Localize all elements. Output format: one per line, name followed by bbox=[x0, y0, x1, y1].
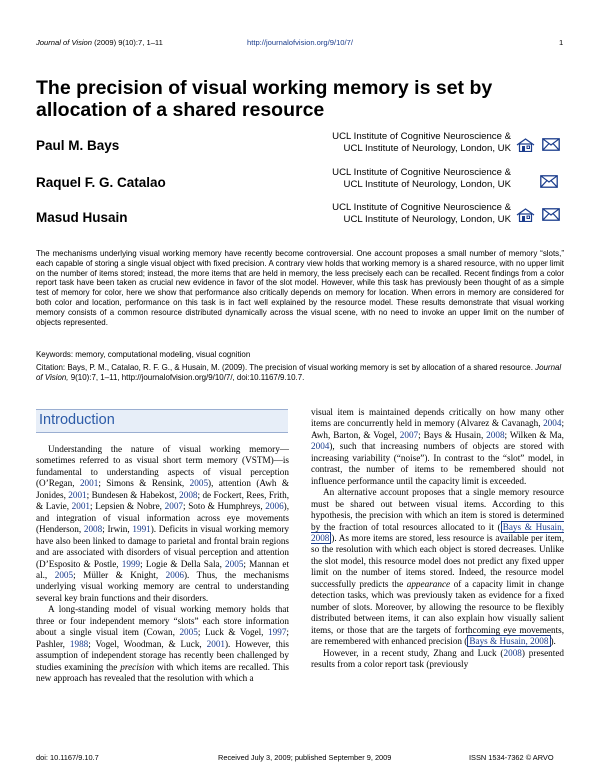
footer-received: Received July 3, 2009; published September 9, 2009 bbox=[218, 753, 392, 762]
text: Understanding the nature of visual working memory—sometimes referred to as visual short term memory (VSTM)—is fundamental to understanding aspects of visual perception (O’Regan, bbox=[36, 444, 289, 489]
paragraph bbox=[311, 407, 564, 487]
citation-link[interactable]: 2007 bbox=[164, 501, 183, 512]
abstract: The mechanisms underlying visual working memory have recently become controversial. One account proposes a small number of memory “slots,” each capable of storing a single visual object with fixed precision. A contrary view holds that working memory is a shared resource, with no upper limit on the number of items stored; instead, the more items that are held in memory, the less precisely each can be recalled. Recent findings from a color report task have been taken as crucial new evidence in favor of the slot model. However, while this task has previously been thought of as a simple test of memory for color, here we show that performance also critically depends on memory for location. When errors in memory are considered for both color and location, performance on this task is in fact well explained by the resource model. These results demonstrate that visual working memory consists of a common resource distributed dynamically across the visual scene, with no need to invoke an upper limit on the number of objects represented. bbox=[36, 249, 564, 327]
author-icons bbox=[516, 208, 563, 222]
text: ; Bundesen & Habekost, bbox=[86, 489, 180, 500]
citation-link[interactable]: 2004 bbox=[311, 441, 330, 452]
text: ). bbox=[550, 636, 556, 647]
text: ). Thus, the mechanisms underlying visual working memory are central to understanding several key brain functions and their disorders. bbox=[36, 569, 289, 603]
text: visual item is maintained depends critically on how many other items are concurrently held in memory (Alvarez & Cavanagh, bbox=[311, 407, 564, 429]
email-icon[interactable] bbox=[542, 208, 560, 226]
text: ; Vogel, Woodman, & Luck, bbox=[88, 638, 207, 649]
citation-link[interactable]: 1999 bbox=[121, 558, 141, 569]
citation-link[interactable]: 1991 bbox=[132, 524, 151, 535]
article-url-link[interactable]: http://journalofvision.org/9/10/7/ bbox=[247, 38, 353, 47]
citation-link[interactable]: 2005 bbox=[189, 478, 209, 489]
citation-link[interactable]: 2001 bbox=[68, 489, 87, 500]
footer-doi: doi: 10.1167/9.10.7 bbox=[36, 753, 99, 762]
text: of a capacity limit in change detection tasks, which was previously taken as evidence for a fixed number of slots. Moreover, by allowing the resource to be flexibly distributed between items, it can also explain how visually salient items, or those that are the targets of forthcoming eye movements, are remembered with enhanced precision ( bbox=[311, 578, 564, 647]
text: ; Müller & Knight, bbox=[73, 569, 166, 580]
citation-journal: Journal of Vision, bbox=[36, 363, 562, 382]
text: ; Mannan et al., bbox=[36, 558, 289, 580]
citation-link[interactable]: 2005 bbox=[54, 569, 74, 580]
keywords: Keywords: memory, computational modeling, visual cognition bbox=[36, 350, 251, 359]
home-icon[interactable] bbox=[516, 138, 535, 157]
text: ). As more items are stored, less resource is available per item, so the resolution with which each object is stored decreases. Unlike the slot model, this resource model does not predict any fixed upper limit on the number of items stored. Indeed, the resource model successfully predicts the bbox=[311, 532, 564, 589]
text: ; Bays & Husain, bbox=[418, 429, 487, 440]
email-icon[interactable] bbox=[542, 138, 560, 156]
home-icon[interactable] bbox=[516, 208, 535, 227]
text: A long-standing model of visual working memory holds that three or four independent memory “slots” each store information about a single visual item (Cowan, bbox=[36, 604, 289, 638]
paper-title: The precision of visual working memory is set by allocation of a shared resource bbox=[36, 77, 493, 121]
affiliation-line: UCL Institute of Neurology, London, UK bbox=[343, 179, 511, 190]
text: ; Wilken & Ma, bbox=[504, 429, 564, 440]
page-number: 1 bbox=[559, 38, 564, 47]
author-affiliation bbox=[316, 167, 511, 191]
citation-link[interactable]: 2001 bbox=[71, 501, 91, 512]
text: ; Lepsien & Nobre, bbox=[90, 501, 165, 512]
citation-link[interactable]: 2006 bbox=[165, 569, 184, 580]
email-icon[interactable] bbox=[540, 175, 558, 193]
citation-link[interactable]: 1997 bbox=[268, 627, 287, 638]
text: ; Luck & Vogel, bbox=[197, 627, 269, 638]
citation-link[interactable]: 2005 bbox=[179, 627, 198, 638]
text: ), and integration of visual information across eye movements (Henderson, bbox=[36, 501, 290, 535]
author-affiliation bbox=[316, 131, 511, 155]
citation-rest: 9(10):7, 1–11, http://journalofvision.org/9/10/7/, doi:10.1167/9.10.7. bbox=[70, 372, 305, 382]
citation-link[interactable]: 2006 bbox=[265, 501, 284, 512]
journal-header bbox=[36, 38, 163, 47]
author-name: Raquel F. G. Catalao bbox=[36, 175, 166, 190]
text: An alternative account proposes that a single memory resource must be shared out between visual items. According to this hypothesis, the precision with which an item is stored is determined by the fraction of total resources allocated to it ( bbox=[311, 487, 564, 532]
citation-link[interactable]: Bays & Husain, 2008 bbox=[469, 636, 549, 647]
section-title: Introduction bbox=[39, 412, 115, 428]
text: ; Awh, Barton, & Vogel, bbox=[311, 418, 564, 440]
affiliation-line: UCL Institute of Cognitive Neuroscience & bbox=[332, 202, 511, 213]
body-column-right bbox=[311, 407, 564, 670]
paragraph bbox=[311, 487, 564, 647]
citation-link[interactable]: 2001 bbox=[206, 638, 225, 649]
citation-prefix: Citation: Bays, P. M., Catalao, R. F. G., & Husain, M. (2009). The precision of visual working memory is set by allocation of a shared resource. bbox=[36, 363, 533, 372]
affiliation-line: UCL Institute of Neurology, London, UK bbox=[343, 143, 511, 154]
section-heading-bar bbox=[36, 409, 288, 433]
citation bbox=[36, 363, 564, 383]
citation-link[interactable]: 2001 bbox=[79, 478, 99, 489]
author-name: Masud Husain bbox=[36, 210, 128, 225]
text: ) presented results from a color report task (previously bbox=[311, 647, 565, 669]
paragraph bbox=[311, 648, 564, 671]
author-icons bbox=[540, 175, 561, 189]
body-column-left bbox=[36, 444, 289, 685]
citation-link[interactable]: 2008 bbox=[503, 647, 522, 658]
text: ). However, this assumption of independent storage has recently been challenged by studies examining the bbox=[36, 638, 290, 672]
emphasis: precision bbox=[120, 661, 155, 672]
text: ; Logie & Della Sala, bbox=[140, 558, 226, 569]
emphasis: appearance bbox=[406, 578, 451, 589]
text: ; Pashler, bbox=[36, 627, 289, 649]
citation-link[interactable]: 2008 bbox=[179, 489, 198, 500]
journal-volume: (2009) 9(10):7, 1–11 bbox=[94, 38, 163, 47]
citation-link[interactable]: 2008 bbox=[83, 524, 103, 535]
citation-link[interactable]: 2005 bbox=[225, 558, 244, 569]
text: However, in a recent study, Zhang and Luck ( bbox=[323, 647, 504, 658]
text: ; Soto & Humphreys, bbox=[183, 501, 266, 512]
author-affiliation bbox=[316, 202, 511, 226]
affiliation-line: UCL Institute of Cognitive Neuroscience & bbox=[332, 131, 511, 142]
citation-link[interactable]: 2008 bbox=[486, 429, 505, 440]
affiliation-line: UCL Institute of Cognitive Neuroscience & bbox=[332, 167, 511, 178]
citation-link[interactable]: Bays & Husain, 2008 bbox=[311, 521, 564, 543]
author-name: Paul M. Bays bbox=[36, 138, 120, 153]
citation-link[interactable]: 1988 bbox=[69, 638, 89, 649]
paragraph bbox=[36, 444, 289, 604]
footer-issn: ISSN 1534-7362 © ARVO bbox=[469, 753, 554, 762]
text: ; de Fockert, Rees, Frith, & Lavie, bbox=[36, 489, 289, 512]
text: ; Simons & Rensink, bbox=[98, 478, 190, 489]
journal-name: Journal of Vision bbox=[36, 38, 93, 47]
text: ; Irwin, bbox=[102, 524, 133, 535]
citation-link[interactable]: 2004 bbox=[543, 418, 562, 429]
text: ), such that increasing numbers of objects are stored with increasing variability (“noise”). In contrast to the “slot” model, in contrast, the number of items to be remembered should not influence performance until the capacity limit is exceeded. bbox=[311, 441, 564, 486]
text: with which items are recalled. This new approach has revealed that the resolution with which a bbox=[36, 661, 289, 684]
text: ). Deficits in visual working memory have also been linked to damage to parietal and frontal brain regions and are associated with disorders of visual perception and attention (D’Esposito & Postle, bbox=[36, 524, 289, 569]
text: ), attention (Awh & Jonides, bbox=[36, 478, 289, 500]
paragraph bbox=[36, 604, 289, 684]
citation-link[interactable]: 2007 bbox=[399, 429, 419, 440]
affiliation-line: UCL Institute of Neurology, London, UK bbox=[343, 214, 511, 225]
author-icons bbox=[516, 138, 563, 152]
